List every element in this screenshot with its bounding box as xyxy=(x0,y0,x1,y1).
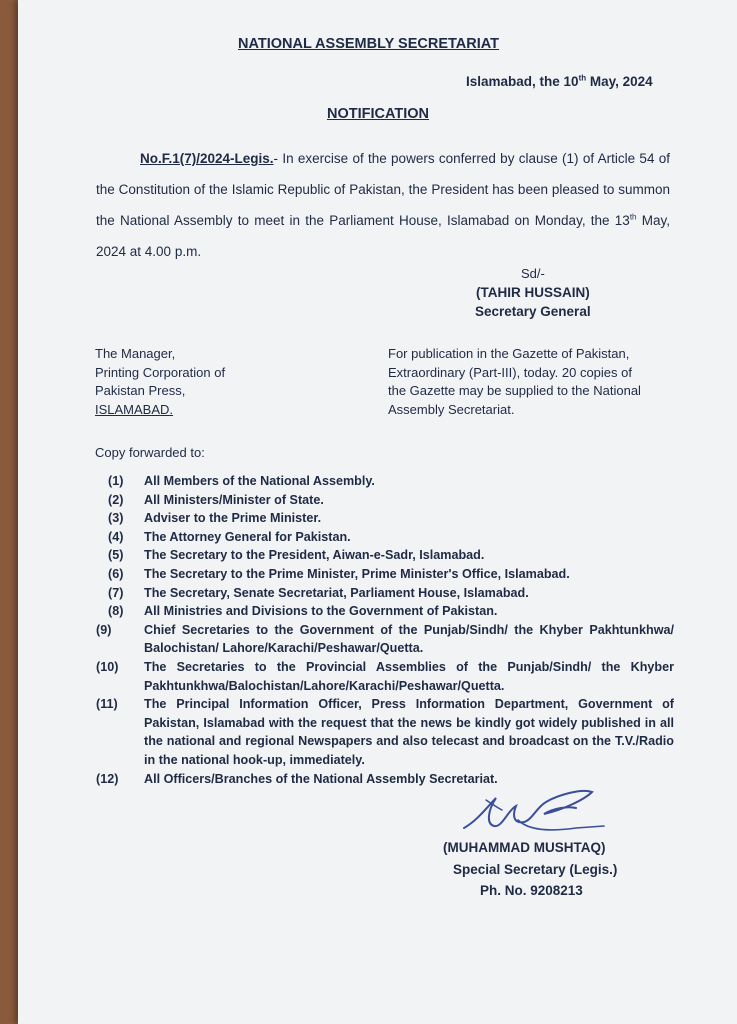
copy-list-item xyxy=(108,528,674,547)
date-superscript: th xyxy=(578,73,587,83)
publication-line: the Gazette may be supplied to the National xyxy=(388,383,641,398)
copy-item-number: (3) xyxy=(108,511,124,526)
copy-item-number: (8) xyxy=(108,604,124,619)
copy-list-item xyxy=(108,584,674,603)
signatory-2-designation: Special Secretary (Legis.) xyxy=(453,862,618,877)
copy-item-text: The Secretary to the President, Aiwan-e-Sadr, Islamabad. xyxy=(144,548,485,563)
copy-item-text: All Members of the National Assembly. xyxy=(144,474,375,488)
copy-item-number: (4) xyxy=(108,529,124,544)
copy-forwarded-heading: Copy forwarded to: xyxy=(95,445,205,460)
copy-list-item xyxy=(96,695,674,769)
copy-list-item xyxy=(108,546,674,565)
copy-list-item xyxy=(96,658,674,695)
publication-line: Assembly Secretariat. xyxy=(388,401,515,417)
signatory-2-name: (MUHAMMAD MUSHTAQ) xyxy=(443,840,606,855)
copy-item-number: (7) xyxy=(108,585,124,600)
reference-number: No.F.1(7)/2024-Legis. xyxy=(140,151,274,166)
signatory-2-phone: Ph. No. 9208213 xyxy=(480,883,583,898)
body-superscript: th xyxy=(629,212,637,222)
address-line: The Manager, xyxy=(95,346,176,361)
copy-item-number: (11) xyxy=(96,697,118,712)
copy-item-text: The Secretaries to the Provincial Assemblies of the Punjab/Sindh/ the Khyber Pakhtunkhwa/Balochistan/Lahore/Karachi/Peshawar/Quetta. xyxy=(144,659,674,693)
address-line: ISLAMABAD. xyxy=(95,401,174,417)
copy-item-number: (12) xyxy=(96,771,119,786)
recipient-address xyxy=(95,345,225,419)
copy-item-text: The Secretary to the Prime Minister, Prime Minister's Office, Islamabad. xyxy=(144,566,570,581)
publication-line: For publication in the Gazette of Pakistan, xyxy=(388,346,630,361)
copy-list-item xyxy=(108,472,674,491)
signatory-1-name: (TAHIR HUSSAIN) xyxy=(476,285,590,300)
signature-image xyxy=(458,780,608,842)
publication-line: Extraordinary (Part-III), today. 20 copies of xyxy=(388,364,632,380)
body-text-2: May, 2024 at 4.00 p.m. xyxy=(96,213,670,259)
document-page xyxy=(18,0,737,1024)
copy-item-text: All Officers/Branches of the National Assembly Secretariat. xyxy=(144,771,498,786)
document-date xyxy=(466,72,653,92)
copy-item-text: The Principal Information Officer, Press Information Department, Government of Pakistan, Islamabad with the request that the news be kindly got widely published in all the national and regional Newspapers and also telecast and broadcast on the T.V./Radio in the national hook-up, immediately. xyxy=(144,697,674,767)
notification-heading: NOTIFICATION xyxy=(327,106,430,122)
date-suffix: May, 2024 xyxy=(586,74,653,89)
copy-item-number: (10) xyxy=(96,659,119,674)
copy-list-item xyxy=(96,621,674,658)
copy-item-text: All Ministries and Divisions to the Government of Pakistan. xyxy=(144,604,498,619)
address-line: Printing Corporation of xyxy=(95,364,226,380)
copy-item-number: (6) xyxy=(108,566,124,581)
copy-item-number: (1) xyxy=(108,474,124,488)
copy-list-item xyxy=(108,491,674,510)
copy-list-item xyxy=(108,509,674,528)
copy-item-number: (5) xyxy=(108,548,124,563)
sd-mark: Sd/- xyxy=(521,266,545,281)
copy-forwarded-list xyxy=(96,472,674,788)
document-heading: NATIONAL ASSEMBLY SECRETARIAT xyxy=(238,36,500,52)
address-line: Pakistan Press, xyxy=(95,383,186,398)
date-prefix: Islamabad, the 10 xyxy=(466,74,579,89)
copy-item-text: Adviser to the Prime Minister. xyxy=(144,511,322,526)
copy-item-number: (2) xyxy=(108,492,124,507)
copy-list-item xyxy=(108,565,674,584)
body-text-1: - In exercise of the powers conferred by clause (1) of Article 54 of the Constitution of the Islamic Republic of Pakistan, the President has been pleased to summon the National Assembly to meet in the Parliament House, Islamabad on Monday, the 13 xyxy=(96,151,670,228)
notification-body xyxy=(96,143,670,267)
publication-note xyxy=(388,345,672,419)
copy-item-text: Chief Secretaries to the Government of the Punjab/Sindh/ the Khyber Pakhtunkhwa/ Balochistan/ Lahore/Karachi/Peshawar/Quetta. xyxy=(144,622,674,656)
copy-item-text: The Secretary, Senate Secretariat, Parliament House, Islamabad. xyxy=(144,585,529,600)
signatory-1-designation: Secretary General xyxy=(475,304,591,319)
copy-list-item xyxy=(108,602,674,621)
copy-item-text: The Attorney General for Pakistan. xyxy=(144,529,351,544)
copy-item-text: All Ministers/Minister of State. xyxy=(144,492,324,507)
copy-item-number: (9) xyxy=(96,622,112,637)
